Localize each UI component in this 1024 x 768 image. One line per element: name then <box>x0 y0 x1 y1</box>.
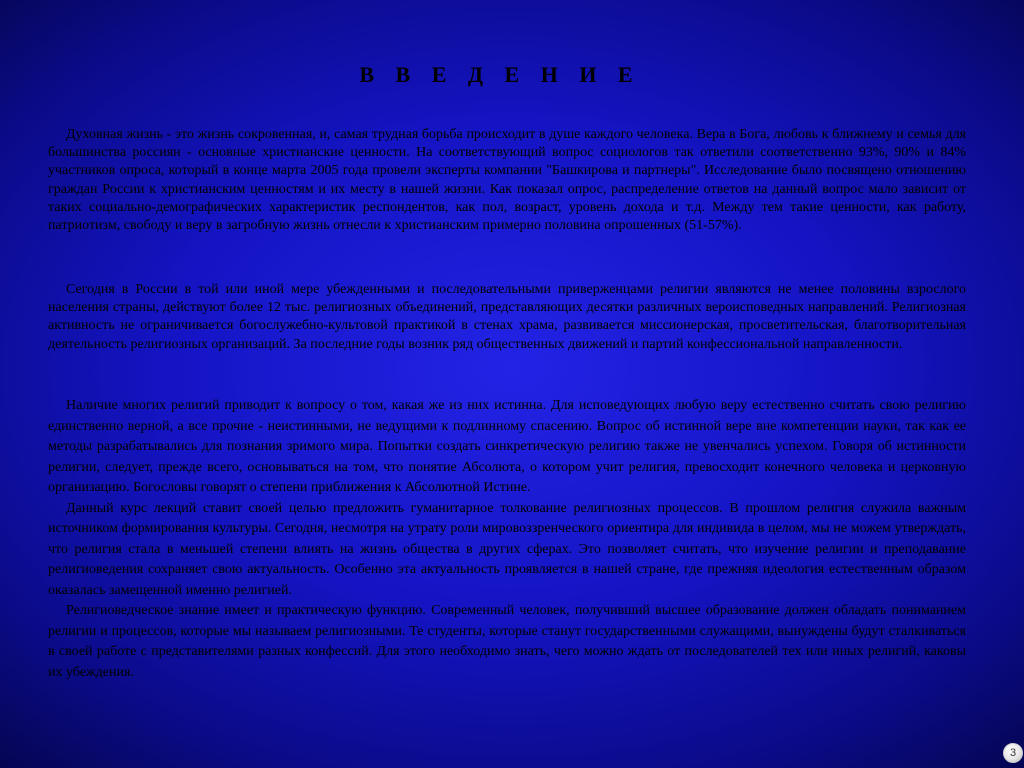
paragraph: Сегодня в России в той или иной мере убежденными и последовательными приверженцами религии являются не менее половины взрослого населения страны, действуют более 12 тыс. религиозных объединений, представляющих десятки различных вероисповедных направлений. Религиозная активность не ограничивается богослужебно-культовой практикой в стенах храма, развивается миссионерская, просветительская, благотворительная деятельность религиозных организаций. За последние годы возник ряд общественных движений и партий конфессиональной направленности. <box>48 282 966 352</box>
text-block-1 <box>48 126 966 235</box>
text-block-2 <box>48 281 966 354</box>
paragraph: Духовная жизнь - это жизнь сокровенная, и, самая трудная борьба происходит в душе каждого человека. Вера в Бога, любовь к ближнему и семья для большинства россиян - основные христианские ценности. На соответствующий вопрос социологов так ответили соответственно 93%, 90% и 84% участников опроса, который в конце марта 2005 года провели эксперты компании "Башкирова и партнеры". Исследование было посвящено отношению граждан России к христианским ценностям и их месту в нашей жизни. Как показал опрос, распределение ответов на данный вопрос мало зависит от таких социально-демографических характеристик респондентов, как пол, возраст, уровень дохода и т.д. Между тем такие ценности, как работу, патриотизм, свободу и веру в загробную жизнь отнесли к христианским примерно половина опрошенных (51-57%). <box>48 127 966 234</box>
paragraph: Наличие многих религий приводит к вопросу о том, какая же из них истинна. Для исповедующих любую веру естественно считать свою религию единственно верной, а все прочие - неистинными, не ведущими к подлинному спасению. Вопрос об истинной вере вне компетенции науки, так как ее методы разрабатывались для познания зримого мира. Попытки создать синкретическую религию также не увенчались успехом. Говоря об истинности религии, следует, прежде всего, основываться на том, что понятие Абсолюта, о котором учит религия, превосходит конечного человека и церковную организацию. Богословы говорят о степени приближения к Абсолютной Истине. <box>48 398 966 495</box>
paragraph: Религиоведческое знание имеет и практическую функцию. Современный человек, получивший высшее образование должен обладать пониманием религии и процессов, которые мы называем религиозными. Те студенты, которые станут государственными служащими, вынуждены будут сталкиваться в своей работе с представителями разных конфессий. Для этого необходимо знать, чего можно ждать от последователей тех или иных религий, каковы их убеждения. <box>48 603 966 680</box>
text-block-3 <box>48 396 966 683</box>
paragraph: Данный курс лекций ставит своей целью предложить гуманитарное толкование религиозных процессов. В прошлом религия служила важным источником формирования культуры. Сегодня, несмотря на утрату роли мировоззренческого ориентира для индивида в целом, мы не можем утверждать, что религия стала в меньшей степени влиять на жизнь общества в других сферах. Это позволяет считать, что изучение религии и преподавание религиоведения сохраняет свою актуальность. Особенно эта актуальность проявляется в нашей стране, где прежняя идеология естественным образом оказалась замещенной именно религией. <box>48 500 966 598</box>
page-number-badge: 3 <box>1003 743 1023 763</box>
slide-title: В В Е Д Е Н И Е <box>359 62 641 87</box>
